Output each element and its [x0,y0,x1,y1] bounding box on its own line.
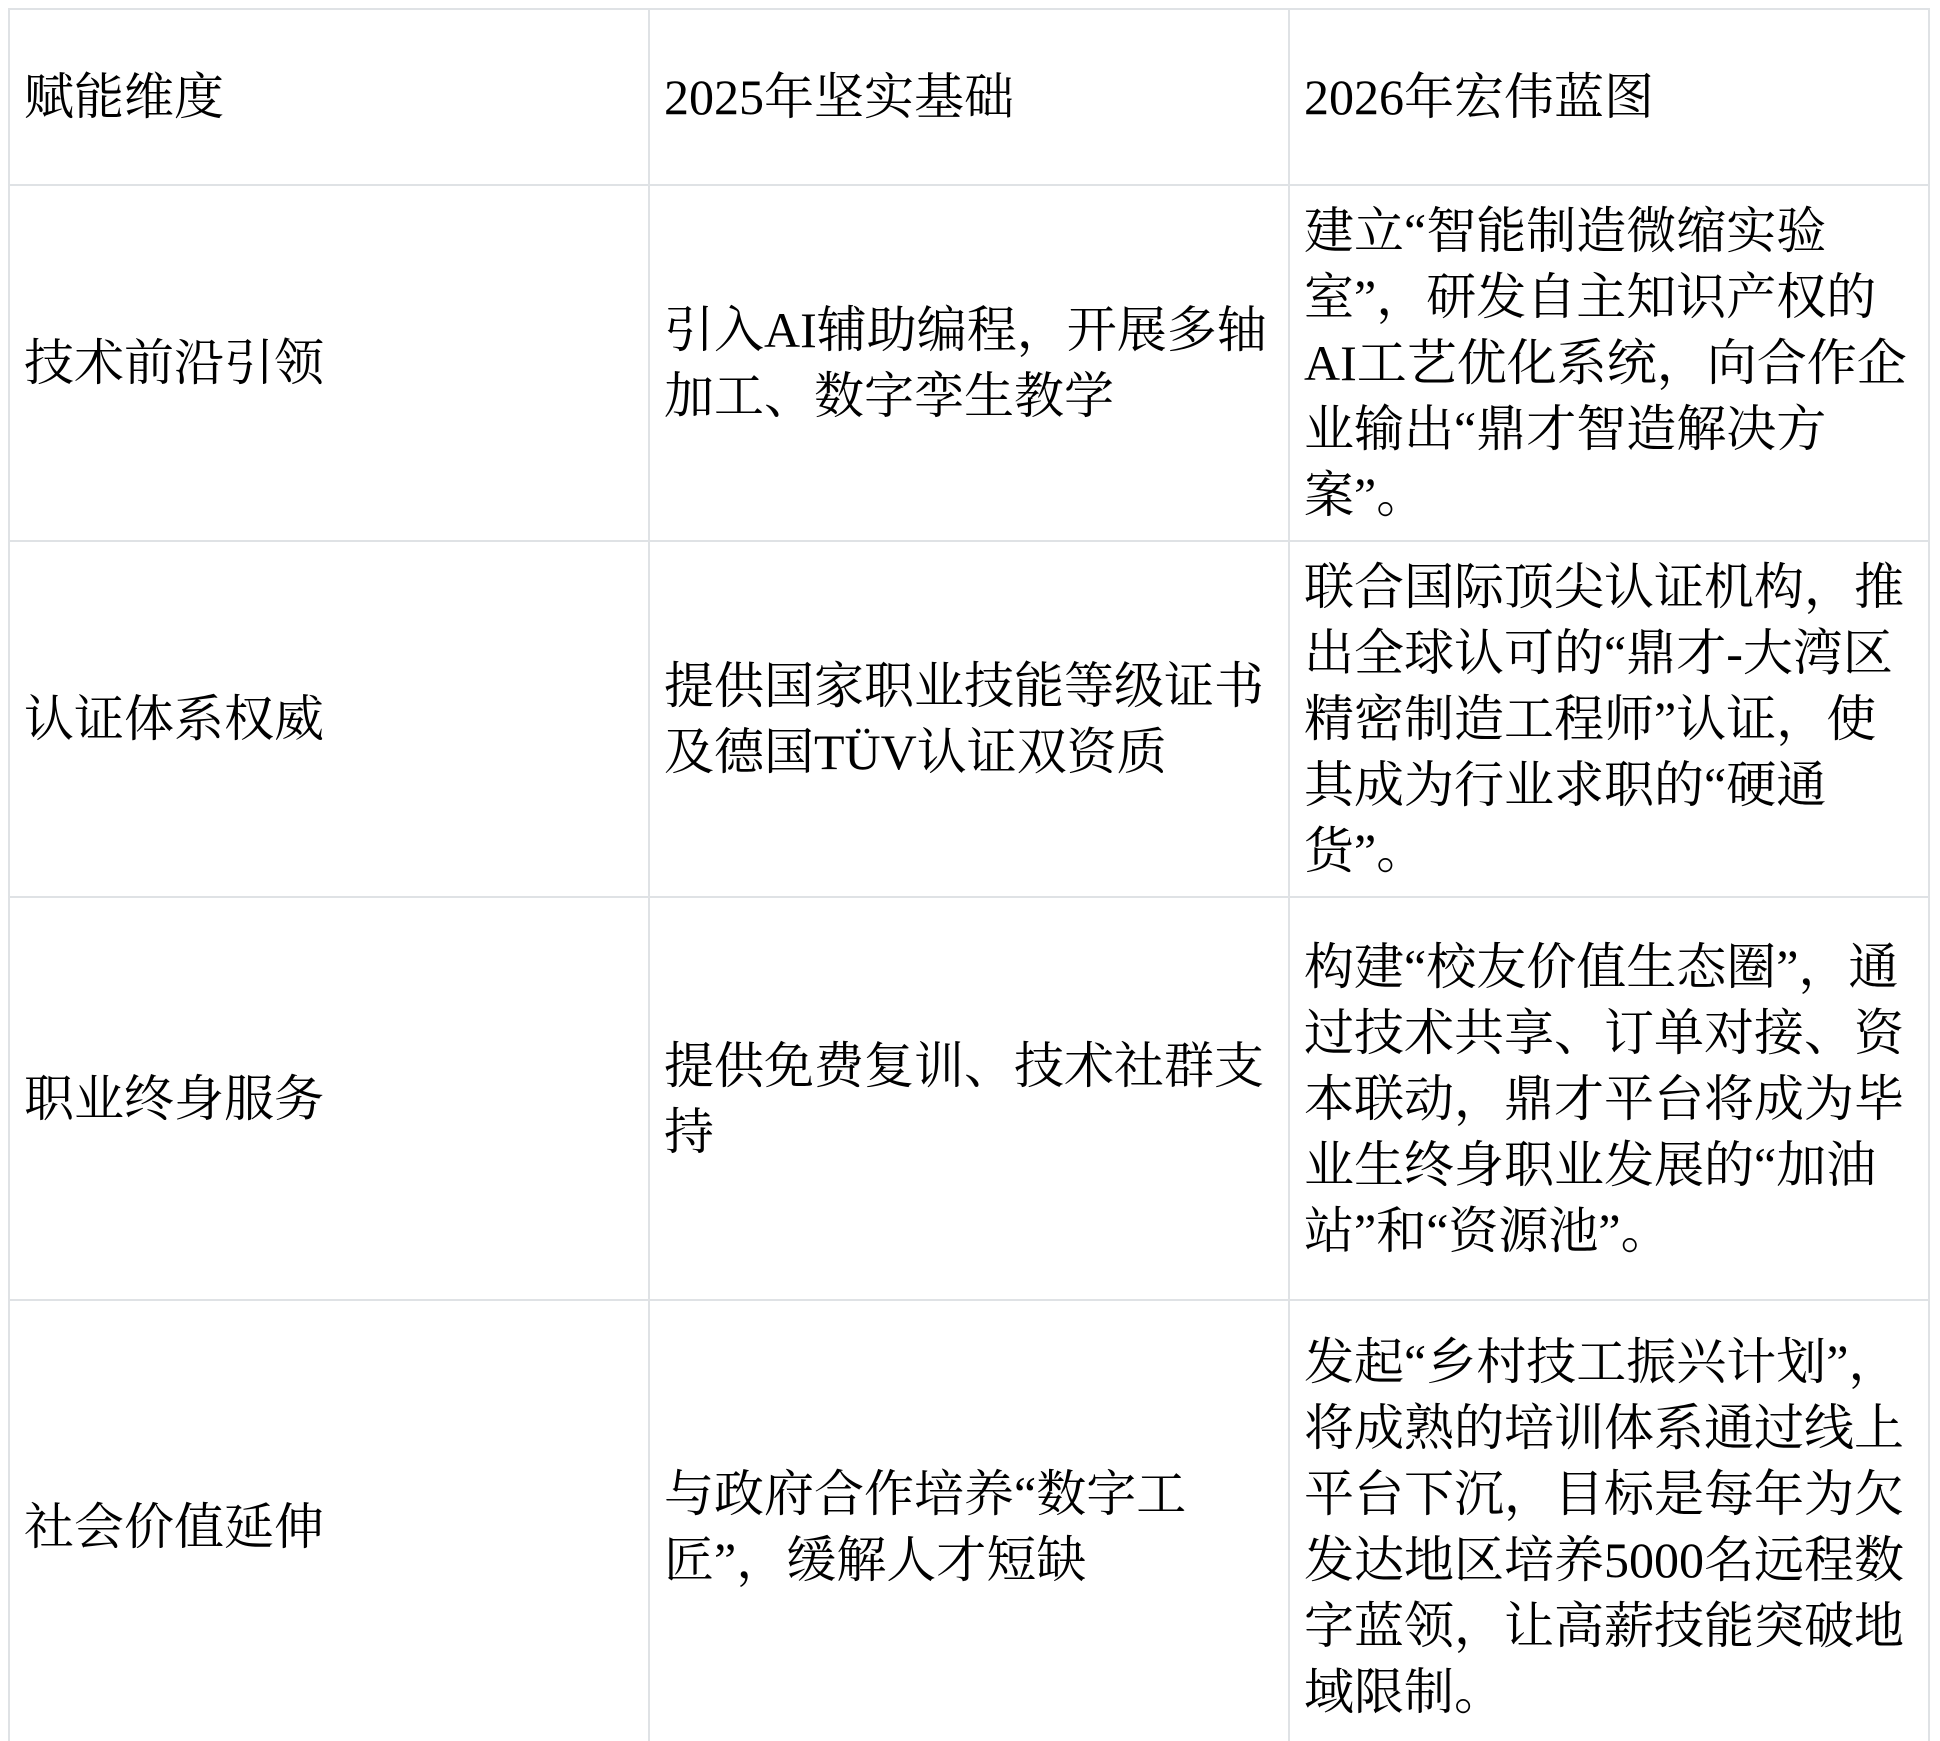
cell-2026-blueprint: 联合国际顶尖认证机构，推出全球认可的“鼎才-大湾区精密制造工程师”认证，使其成为行业求职的“硬通货”。 [1289,541,1929,897]
cell-2026-blueprint: 建立“智能制造微缩实验室”，研发自主知识产权的AI工艺优化系统，向合作企业输出“鼎才智造解决方案”。 [1289,185,1929,541]
row-label: 认证体系权威 [9,541,649,897]
table-row [9,185,1929,541]
empowerment-table [8,8,1930,1741]
col-header-2025-foundation: 2025年坚实基础 [649,9,1289,185]
table-row [9,541,1929,897]
row-label: 技术前沿引领 [9,185,649,541]
cell-2026-blueprint: 发起“乡村技工振兴计划”，将成熟的培训体系通过线上平台下沉，目标是每年为欠发达地区培养5000名远程数字蓝领，让高薪技能突破地域限制。 [1289,1300,1929,1741]
cell-2025-foundation: 引入AI辅助编程，开展多轴加工、数字孪生教学 [649,185,1289,541]
cell-2025-foundation: 提供国家职业技能等级证书及德国TÜV认证双资质 [649,541,1289,897]
row-label: 职业终身服务 [9,897,649,1300]
table-row [9,897,1929,1300]
col-header-2026-blueprint: 2026年宏伟蓝图 [1289,9,1929,185]
cell-2026-blueprint: 构建“校友价值生态圈”，通过技术共享、订单对接、资本联动，鼎才平台将成为毕业生终身职业发展的“加油站”和“资源池”。 [1289,897,1929,1300]
table-row [9,1300,1929,1741]
cell-2025-foundation: 提供免费复训、技术社群支持 [649,897,1289,1300]
table-header-row [9,9,1929,185]
row-label: 社会价值延伸 [9,1300,649,1741]
col-header-dimension: 赋能维度 [9,9,649,185]
cell-2025-foundation: 与政府合作培养“数字工匠”，缓解人才短缺 [649,1300,1289,1741]
